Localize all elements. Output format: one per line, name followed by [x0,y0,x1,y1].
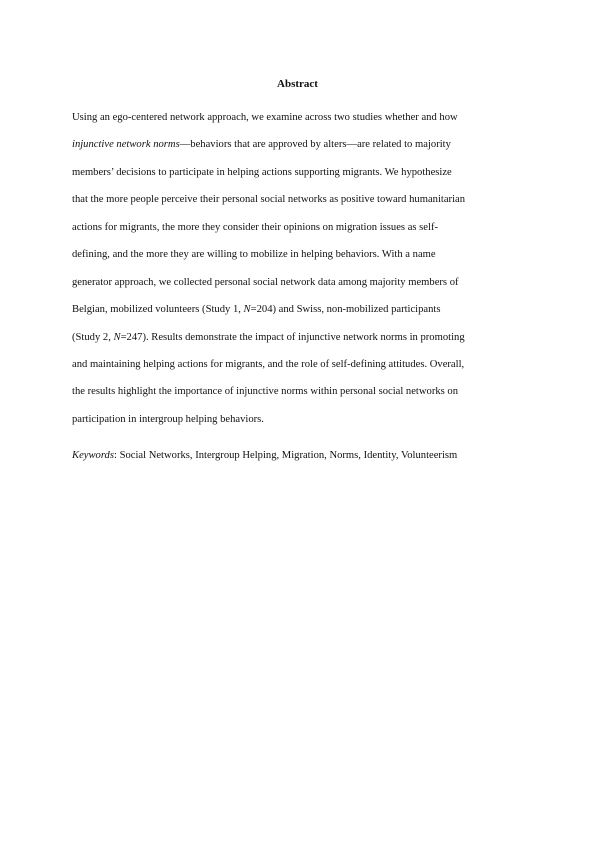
abstract-line [72,193,524,220]
abstract-text: (Study 2, [72,331,114,343]
keywords-terms: Social Networks, Intergroup Helping, Migration, Norms, Identity, Volunteerism [119,450,458,461]
abstract-text: participation in intergroup helping behaviors. [72,413,264,425]
abstract-text: the results highlight the importance of injunctive norms within personal social networks on [72,386,459,398]
keywords-line [72,449,524,463]
keywords-label: Keywords [72,450,114,461]
abstract-text: that the more people perceive their personal social networks as positive toward humanitarian [72,194,466,206]
abstract-line [72,138,524,165]
abstract-line [72,248,524,275]
abstract-line [72,358,524,385]
abstract-line [72,111,524,138]
abstract-text: members’ decisions to participate in helping actions supporting migrants. We hypothesize [72,166,452,178]
abstract-line [72,303,524,330]
abstract-heading: Abstract [277,78,318,90]
abstract-line [72,276,524,303]
abstract-line [72,221,524,248]
abstract-text: defining, and the more they are willing to mobilize in helping behaviors. With a name [72,249,436,261]
abstract-line [72,413,524,440]
abstract-text: =204) and Swiss, non-mobilized participants [250,304,441,316]
abstract-text: Belgian, mobilized volunteers (Study 1, [72,304,244,316]
abstract-line [72,166,524,193]
abstract-italic-text: N [243,304,251,316]
abstract-italic-text: injunctive network norms [72,139,180,151]
abstract-line [72,331,524,358]
keywords-separator: : [113,450,120,461]
abstract-text: Using an ego-centered network approach, we examine across two studies whether and how [72,112,458,123]
abstract-text: and maintaining helping actions for migrants, and the role of self-defining attitudes. Overall, [72,358,465,370]
abstract-text: —behaviors that are approved by alters—are related to majority [179,139,451,151]
abstract-text: generator approach, we collected personal social network data among majority members of [72,276,459,288]
abstract-text: =247). Results demonstrate the impact of injunctive network norms in promoting [120,331,465,343]
abstract-italic-text: N [113,331,121,343]
abstract-line [72,385,524,412]
abstract-body [72,111,524,440]
abstract-text: actions for migrants, the more they consider their opinions on migration issues as self- [72,221,438,233]
